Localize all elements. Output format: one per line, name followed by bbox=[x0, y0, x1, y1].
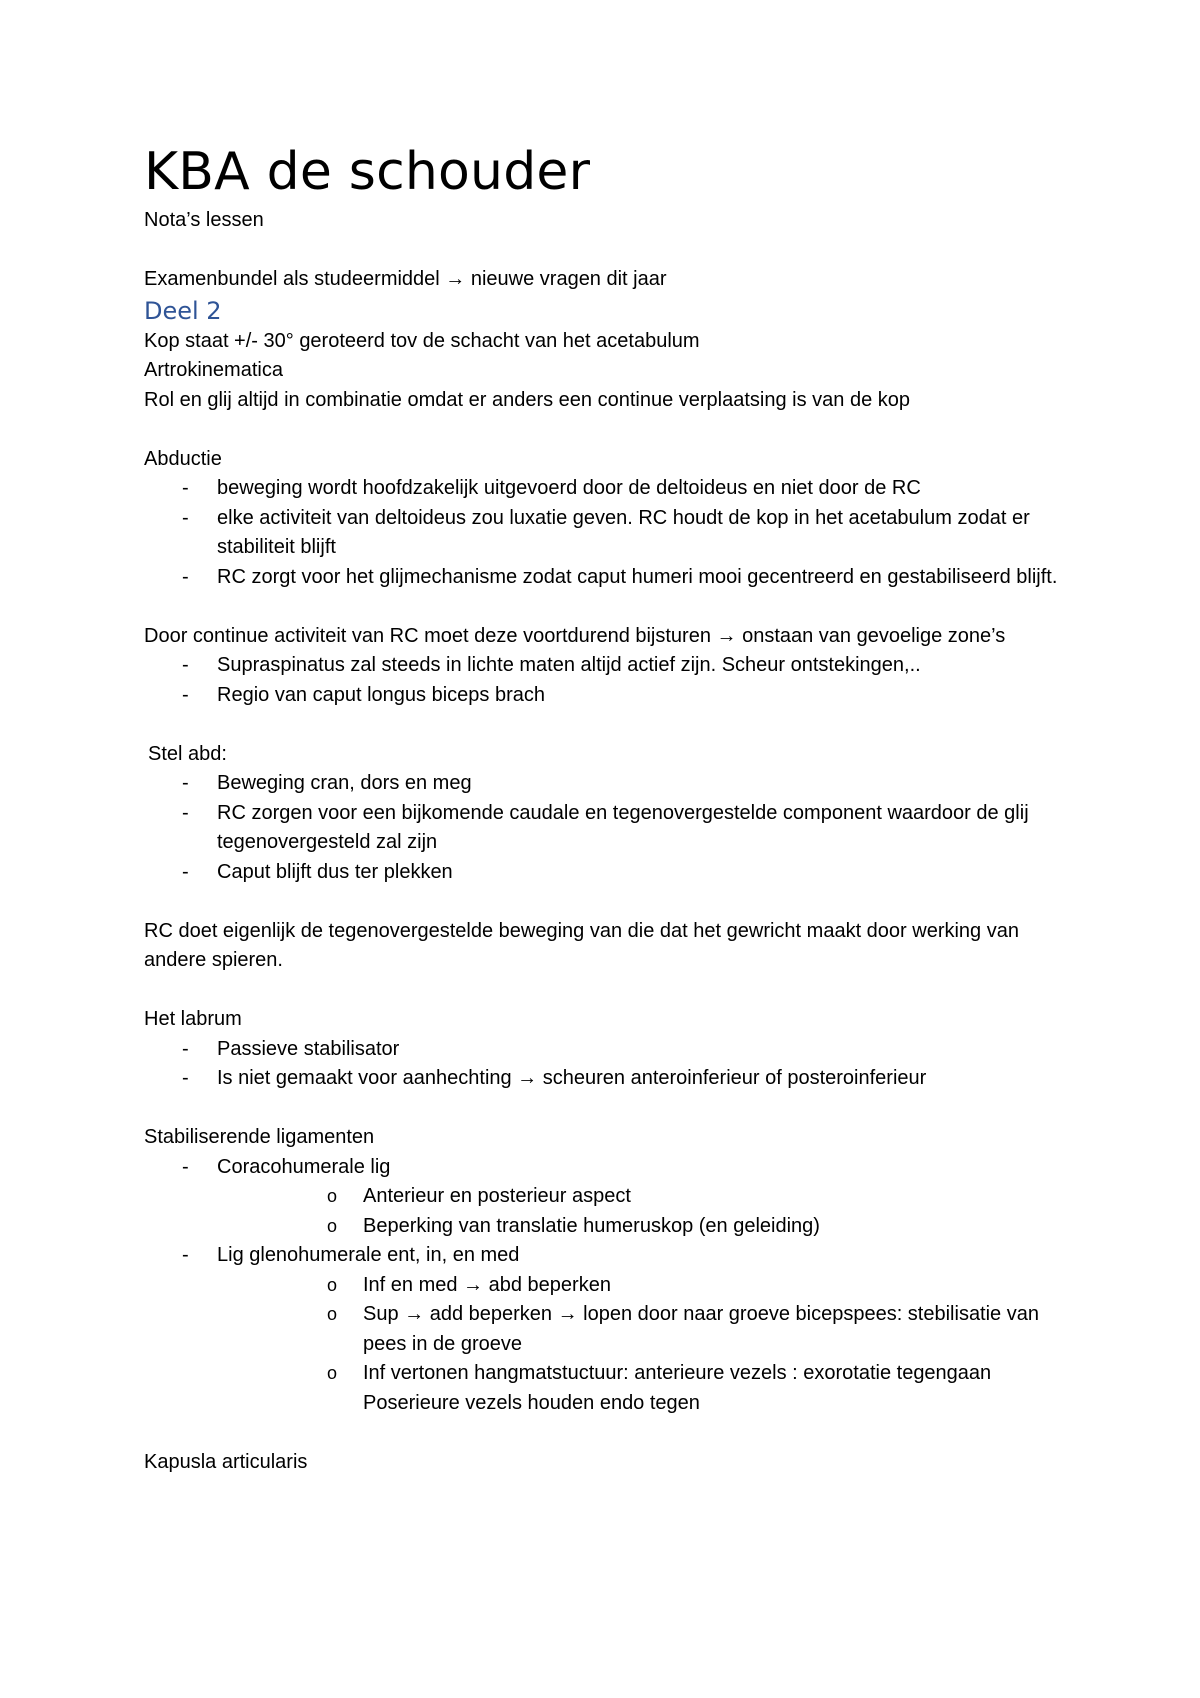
ligamenten-heading: Stabiliserende ligamenten bbox=[144, 1126, 375, 1148]
body-line: Kop staat +/- 30° geroteerd tov de schacht van het acetabulum bbox=[144, 329, 700, 352]
sub-list-item bbox=[217, 1212, 1064, 1242]
blank-line bbox=[144, 710, 1064, 740]
abductie-heading: Abductie bbox=[144, 447, 222, 470]
subtitle: Nota’s lessen bbox=[144, 209, 264, 231]
list-item bbox=[144, 474, 1064, 504]
circle-bullet: o bbox=[327, 1215, 338, 1236]
list-item-text: Lig glenohumerale ent, in, en med bbox=[217, 1244, 520, 1266]
abductie-list bbox=[144, 474, 1064, 592]
dash-bullet: - bbox=[182, 772, 189, 794]
list-item-text: Beweging cran, dors en meg bbox=[217, 772, 472, 794]
circle-bullet: o bbox=[327, 1274, 338, 1295]
dash-bullet: - bbox=[182, 683, 189, 706]
rc-activity-paragraph: Door continue activiteit van RC moet deze voortdurend bijsturen → onstaan van gevoelige zone’s bbox=[144, 624, 1006, 647]
sub-list-item-text: Inf en med → abd beperken bbox=[363, 1273, 611, 1296]
list-item bbox=[144, 563, 1064, 593]
sub-list-item-text: Beperking van translatie humeruskop (en geleiding) bbox=[363, 1214, 820, 1237]
sub-list-item bbox=[217, 1182, 1064, 1212]
circle-bullet: o bbox=[327, 1304, 338, 1324]
dash-bullet: - bbox=[182, 801, 189, 824]
list-item-text: Is niet gemaakt voor aanhechting → scheuren anteroinferieur of posteroinferieur bbox=[217, 1067, 927, 1089]
blank-line bbox=[144, 592, 1064, 622]
stel-abd-list bbox=[144, 769, 1064, 887]
list-item-text: Passieve stabilisator bbox=[217, 1037, 400, 1060]
list-item-text: Regio van caput longus biceps brach bbox=[217, 683, 545, 706]
labrum-list bbox=[144, 1035, 1064, 1094]
sub-list-item bbox=[217, 1300, 1064, 1359]
rc-activity-list bbox=[144, 651, 1064, 710]
sub-list-item-text: Anterieur en posterieur aspect bbox=[363, 1185, 631, 1207]
dash-bullet: - bbox=[182, 477, 189, 499]
dash-bullet: - bbox=[182, 565, 189, 588]
list-item-text: RC zorgen voor een bijkomende caudale en tegenovergestelde component waardoor de glij tegenovergesteld zal zijn bbox=[217, 801, 1029, 853]
intro-line: Examenbundel als studeermiddel → nieuwe vragen dit jaar bbox=[144, 268, 667, 290]
body-line: Rol en glij altijd in combinatie omdat er anders een continue verplaatsing is van de kop bbox=[144, 388, 911, 411]
sub-list-item bbox=[217, 1359, 1064, 1418]
dash-bullet: - bbox=[182, 1067, 189, 1089]
list-item bbox=[144, 504, 1064, 563]
list-item-text: Coracohumerale lig bbox=[217, 1155, 391, 1178]
document-title: KBA de schouder bbox=[144, 142, 591, 202]
list-item bbox=[144, 799, 1064, 858]
stel-abd-heading: Stel abd: bbox=[148, 742, 227, 765]
blank-line bbox=[144, 1094, 1064, 1124]
list-item-text: elke activiteit van deltoideus zou luxatie geven. RC houdt de kop in het acetabulum zodat er stabiliteit blijft bbox=[217, 506, 1030, 558]
sub-list bbox=[217, 1182, 1064, 1241]
list-item bbox=[144, 1153, 1064, 1242]
list-item-text: beweging wordt hoofdzakelijk uitgevoerd door de deltoideus en niet door de RC bbox=[217, 477, 921, 499]
list-item-text: Supraspinatus zal steeds in lichte maten altijd actief zijn. Scheur ontstekingen,.. bbox=[217, 654, 921, 676]
blank-line bbox=[144, 887, 1064, 917]
document-body bbox=[144, 140, 1064, 1477]
circle-bullet: o bbox=[327, 1186, 338, 1206]
sub-list-item-text: Inf vertonen hangmatstuctuur: anterieure vezels : exorotatie tegengaan Poserieure vezels houden endo tegen bbox=[363, 1362, 992, 1414]
dash-bullet: - bbox=[182, 506, 189, 529]
circle-bullet: o bbox=[327, 1363, 338, 1383]
list-item bbox=[144, 1035, 1064, 1065]
list-item bbox=[144, 1064, 1064, 1094]
list-item-text: RC zorgt voor het glijmechanisme zodat caput humeri mooi gecentreerd en gestabiliseerd blijft. bbox=[217, 565, 1058, 588]
dash-bullet: - bbox=[182, 1037, 189, 1060]
dash-bullet: - bbox=[182, 654, 189, 676]
sub-list-item-text: Sup → add beperken → lopen door naar groeve bicepspees: stebilisatie van pees in de groeve bbox=[363, 1303, 1039, 1355]
list-item bbox=[144, 1241, 1064, 1418]
labrum-heading: Het labrum bbox=[144, 1008, 242, 1030]
ligamenten-list bbox=[144, 1153, 1064, 1419]
blank-line bbox=[144, 1418, 1064, 1448]
dash-bullet: - bbox=[182, 1244, 189, 1266]
sub-list-item bbox=[217, 1271, 1064, 1301]
rc-paragraph: RC doet eigenlijk de tegenovergestelde beweging van die dat het gewricht maakt door werking van andere spieren. bbox=[144, 919, 1019, 971]
list-item bbox=[144, 651, 1064, 681]
blank-line bbox=[144, 976, 1064, 1006]
list-item-text: Caput blijft dus ter plekken bbox=[217, 860, 453, 883]
section-heading: Deel 2 bbox=[144, 296, 222, 325]
list-item bbox=[144, 769, 1064, 799]
dash-bullet: - bbox=[182, 1155, 189, 1178]
kapsula-heading: Kapusla articularis bbox=[144, 1450, 308, 1473]
body-line: Artrokinematica bbox=[144, 359, 283, 381]
sub-list bbox=[217, 1271, 1064, 1419]
list-item bbox=[144, 681, 1064, 711]
dash-bullet: - bbox=[182, 860, 189, 883]
blank-line bbox=[144, 236, 1064, 266]
blank-line bbox=[144, 415, 1064, 445]
list-item bbox=[144, 858, 1064, 888]
